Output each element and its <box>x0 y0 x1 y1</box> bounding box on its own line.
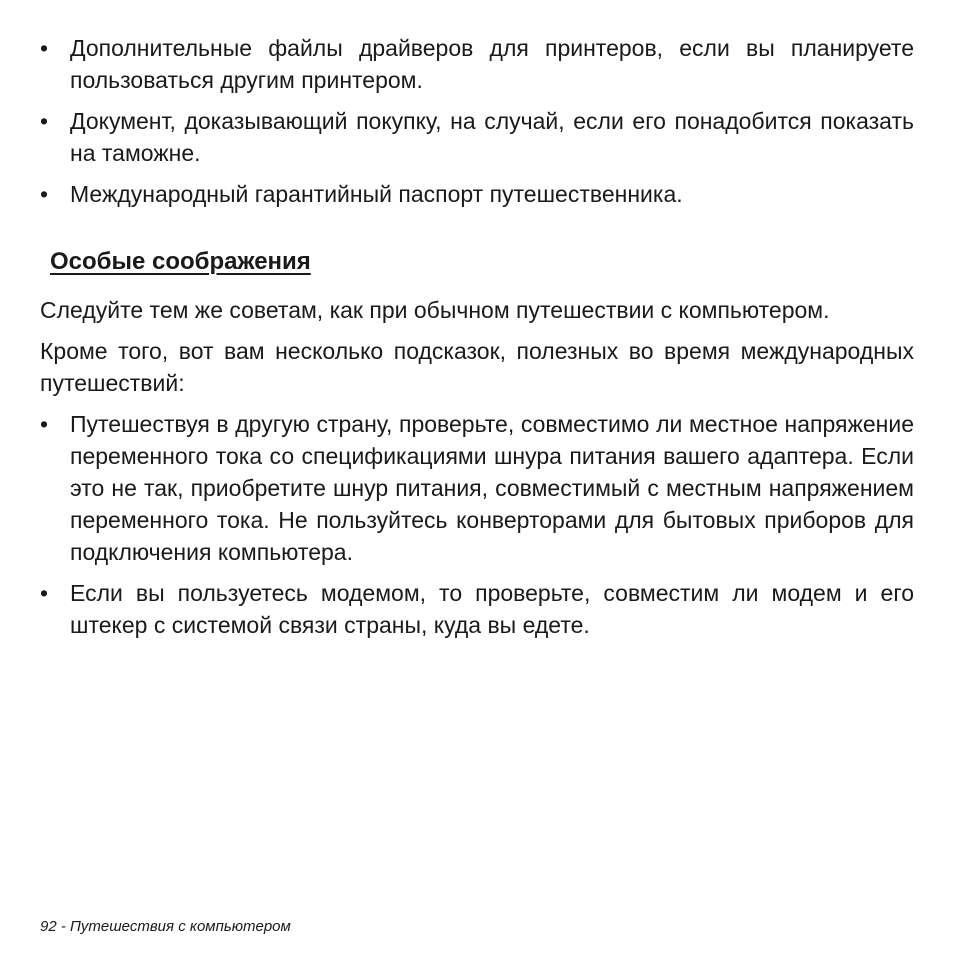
list-item-text: Если вы пользуетесь модемом, то проверьте, совместим ли модем и его штекер с системой связи страны, куда вы едете. <box>70 580 914 638</box>
body-paragraph: Следуйте тем же советам, как при обычном путешествии с компьютером. <box>40 297 830 323</box>
list-item-text: Путешествуя в другую страну, проверьте, совместимо ли местное напряжение переменного тока со спецификациями шнура питания вашего адаптера. Если это не так, приобретите шнур питания, совместимый с местным напряжением переменного тока. Не пользуйтесь конверторами для бытовых приборов для подключения компьютера. <box>70 411 914 565</box>
list-item-text: Документ, доказывающий покупку, на случай, если его понадобится показать на таможне. <box>70 108 914 166</box>
list-item <box>40 105 914 169</box>
bullet-icon: • <box>40 35 49 61</box>
bullet-icon: • <box>40 580 49 606</box>
top-bullet-list <box>40 32 914 210</box>
bullet-icon: • <box>40 108 49 134</box>
page-content <box>40 32 914 650</box>
page-footer: 92 - Путешествия с компьютером <box>40 918 291 935</box>
body-paragraph: Кроме того, вот вам несколько подсказок, полезных во время международных путешествий: <box>40 338 914 396</box>
section-heading: Особые соображения <box>50 248 311 275</box>
list-item <box>40 178 914 210</box>
bullet-icon: • <box>40 181 49 207</box>
list-item-text: Международный гарантийный паспорт путешественника. <box>70 181 683 207</box>
list-item-text: Дополнительные файлы драйверов для принтеров, если вы планируете пользоваться другим принтером. <box>70 35 914 93</box>
list-item <box>40 32 914 96</box>
list-item <box>40 577 914 641</box>
bullet-icon: • <box>40 411 49 437</box>
list-item <box>40 408 914 568</box>
tips-bullet-list <box>40 408 914 641</box>
